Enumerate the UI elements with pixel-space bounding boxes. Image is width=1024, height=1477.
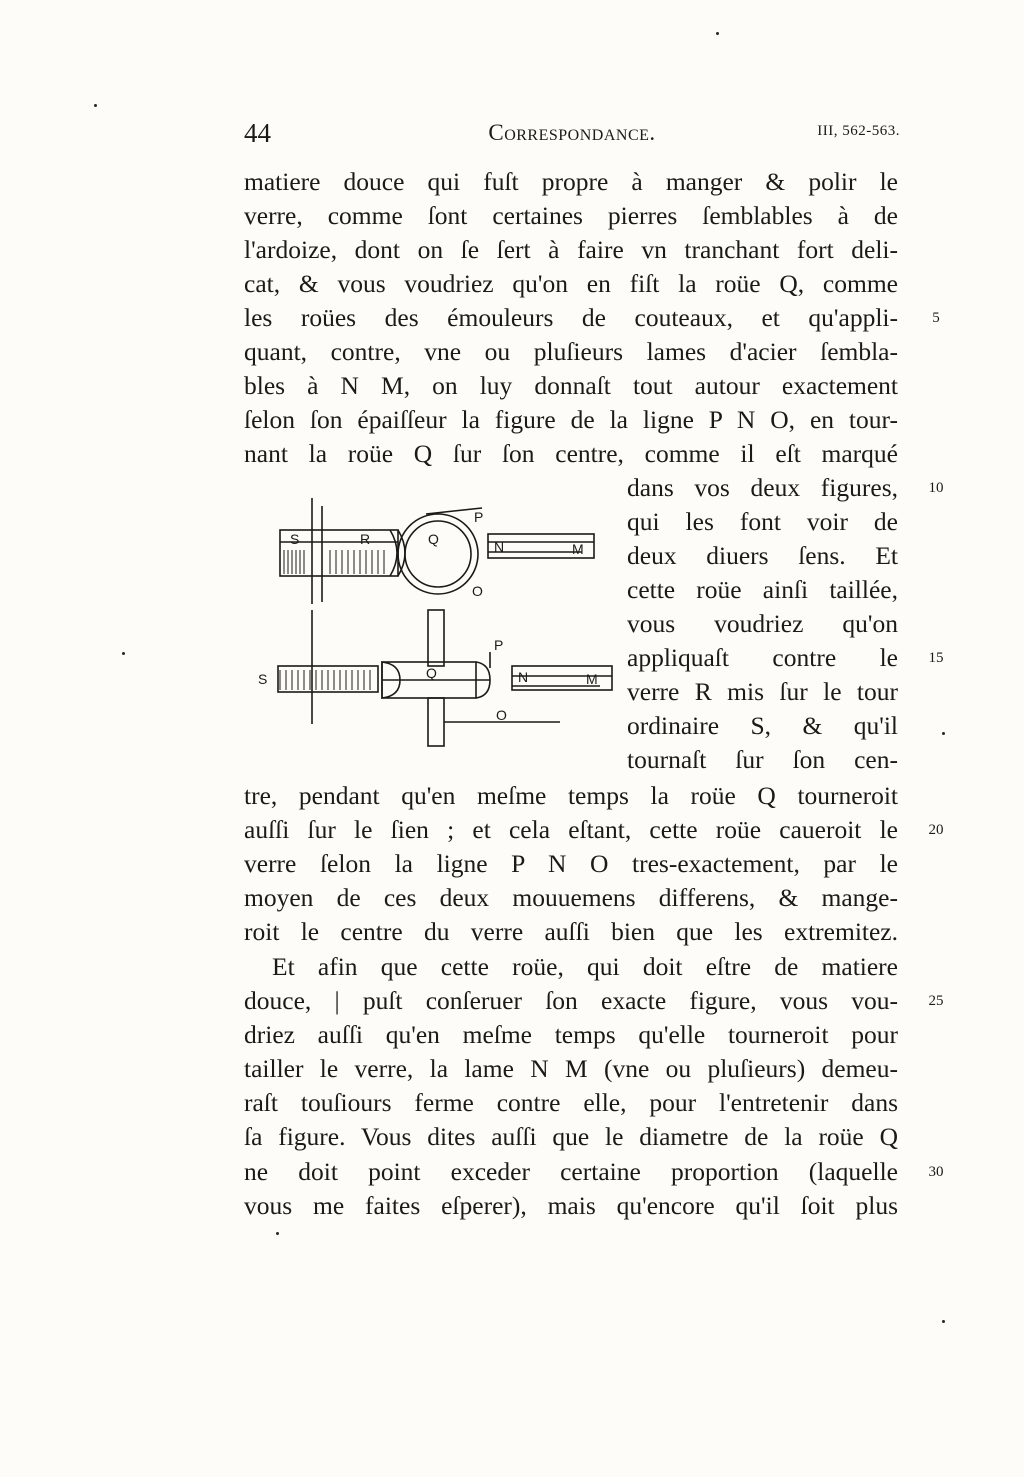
text-line: tailler le verre, la lame N M (vne ou pluſieurs) demeu- [244,1054,898,1083]
figure-label-m-bottom: M [586,671,598,687]
text-line: moyen de ces deux mouuemens differens, & mange- [244,883,898,912]
text-line: les roües des émouleurs de couteaux, et qu'appli- [244,303,898,332]
text-line: qui les font voir de [627,507,898,536]
text-line: cette roüe ainſi taillée, [627,575,898,604]
page-number: 44 [244,118,271,148]
text-line: ſelon ſon épaiſſeur la figure de la ligne P N O, en tour- [244,405,898,434]
margin-line-number: 5 [932,310,940,326]
figure-label-r-top: R [360,531,371,547]
text-line: dans vos deux figures, [627,473,898,502]
ink-speck [942,732,945,735]
margin-line-number: 20 [928,822,944,838]
figure-label-n-top: N [494,539,505,555]
margin-line-number: 15 [928,650,944,666]
text-line: tournaſt ſur ſon cen- [627,745,898,774]
text-line: auſſi ſur le ſien ; et cela eſtant, cette roüe caueroit le [244,815,898,844]
figure-label-s-bottom: S [258,671,268,687]
figure-label-p-top: P [474,509,484,525]
text-line: ne doit point exceder certaine proportion (laquelle [244,1157,898,1186]
text-line: l'ardoize, dont on ſe ſert à faire vn tranchant fort deli- [244,235,898,264]
lens-grinding-diagram [250,492,615,760]
figure-label-q-top: Q [428,531,439,547]
running-title: Correspondance. [488,120,656,145]
volume-reference: III, 562-563. [817,123,900,139]
text-line: vous voudriez qu'on [627,609,898,638]
margin-line-number: 10 [928,480,944,496]
text-line: verre, comme ſont certaines pierres ſemblables à de [244,201,898,230]
text-line: deux diuers ſens. Et [627,541,898,570]
lens-grinding-figure [250,492,615,760]
text-line: ſa figure. Vous dites auſſi que le diametre de la roüe Q [244,1122,898,1151]
figure-label-o-top: O [472,583,483,599]
text-line: driez auſſi qu'en meſme temps qu'elle tourneroit pour [244,1020,898,1049]
text-line: raſt touſiours ferme contre elle, pour l'entretenir dans [244,1088,898,1117]
text-line: cat, & vous voudriez qu'on en fiſt la roüe Q, comme [244,269,898,298]
margin-line-number: 30 [928,1164,944,1180]
running-head [244,118,900,152]
text-line: douce, | puſt conſeruer ſon exacte figure, vous vou- [244,986,898,1015]
text-line: nant la roüe Q ſur ſon centre, comme il eſt marqué [244,439,898,468]
ink-speck [276,1232,279,1235]
margin-line-number: 25 [928,993,944,1009]
text-line: vous me faites eſperer), mais qu'encore qu'il ſoit plus [244,1191,898,1220]
figure-label-o-bottom: O [496,707,507,723]
text-line: ordinaire S, & qu'il [627,711,898,740]
text-line: bles à N M, on luy donnaſt tout autour exactement [244,371,898,400]
ink-speck [122,652,125,655]
text-line: tre, pendant qu'en meſme temps la roüe Q tourneroit [244,781,898,810]
text-line: verre ſelon la ligne P N O tres-exactement, par le [244,849,898,878]
figure-label-q-bottom: Q [426,665,437,681]
text-line: appliquaſt contre le [627,643,898,672]
figure-label-s-top: S [290,531,300,547]
text-line: roit le centre du verre auſſi bien que les extremitez. [244,917,898,946]
figure-label-n-bottom: N [518,669,529,685]
text-line: quant, contre, vne ou pluſieurs lames d'acier ſembla- [244,337,898,366]
text-line: Et afin que cette roüe, qui doit eſtre de matiere [272,952,898,981]
ink-speck [716,32,719,35]
ink-speck [942,1320,945,1323]
text-line: verre R mis ſur le tour [627,677,898,706]
ink-speck [94,104,97,107]
text-line: matiere douce qui fuſt propre à manger & polir le [244,167,898,196]
figure-label-m-top: M [572,541,584,557]
figure-label-p-bottom: P [494,637,504,653]
